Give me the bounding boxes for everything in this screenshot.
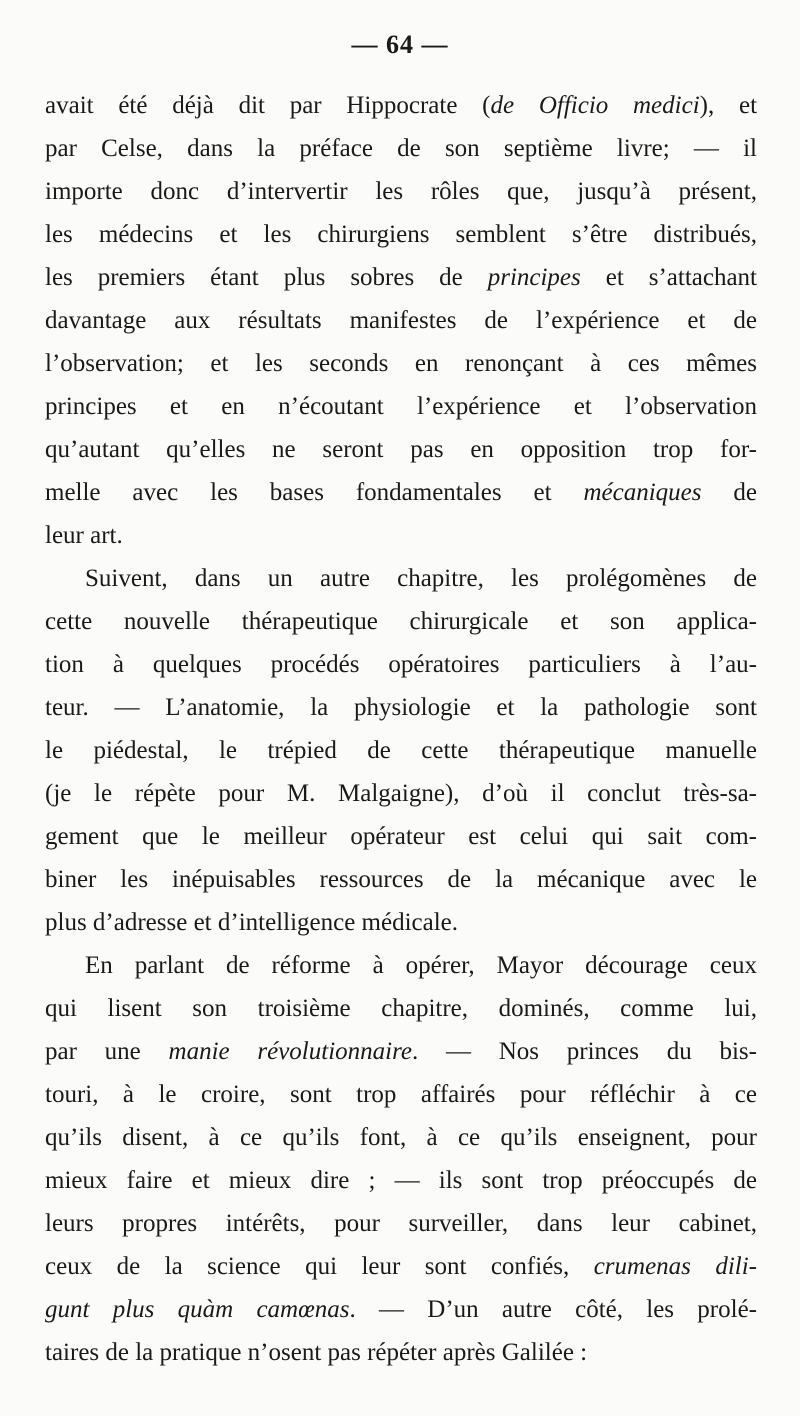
paragraph (45, 84, 757, 557)
text-line: les premiers étant plus sobres de principes et s’attachant (45, 264, 757, 291)
text-line: touri, à le croire, sont trop affairés pour réfléchir à ce (45, 1081, 757, 1108)
text-line: ceux de la science qui leur sont confiés, crumenas dili- (45, 1253, 757, 1280)
text-line: gement que le meilleur opérateur est celui qui sait com- (45, 823, 757, 850)
text-line: (je le répète pour M. Malgaigne), d’où il conclut très-sa- (45, 780, 757, 807)
text-line: avait été déjà dit par Hippocrate (de Officio medici), et (45, 92, 757, 119)
text-line: qu’autant qu’elles ne seront pas en opposition trop for- (45, 436, 757, 463)
text-line: par une manie révolutionnaire. — Nos princes du bis- (45, 1038, 757, 1065)
text-line: cette nouvelle thérapeutique chirurgicale et son applica- (45, 608, 757, 635)
text-line: leur art. (45, 522, 123, 549)
text-line: qui lisent son troisième chapitre, dominés, comme lui, (45, 995, 757, 1022)
text-line: mieux faire et mieux dire ; — ils sont trop préoccupés de (45, 1167, 757, 1194)
text-line: principes et en n’écoutant l’expérience et l’observation (45, 393, 757, 420)
text-line: l’observation; et les seconds en renonçant à ces mêmes (45, 350, 757, 377)
text-line: plus d’adresse et d’intelligence médicale. (45, 909, 459, 936)
paragraph (45, 557, 757, 944)
text-line: melle avec les bases fondamentales et mécaniques de (45, 479, 757, 506)
text-line: importe donc d’intervertir les rôles que, jusqu’à présent, (45, 178, 757, 205)
text-line: tion à quelques procédés opératoires particuliers à l’au- (45, 651, 757, 678)
text-line: teur. — L’anatomie, la physiologie et la pathologie sont (45, 694, 757, 721)
text-line: par Celse, dans la préface de son septième livre; — il (45, 135, 757, 162)
body-text (45, 84, 757, 1374)
text-line: gunt plus quàm camœnas. — D’un autre côté, les prolé- (45, 1296, 757, 1323)
text-line: Suivent, dans un autre chapitre, les prolégomènes de (85, 565, 757, 592)
paragraph (45, 944, 757, 1374)
text-line: taires de la pratique n’osent pas répéter après Galilée : (45, 1339, 588, 1366)
text-line: davantage aux résultats manifestes de l’expérience et de (45, 307, 757, 334)
text-line: qu’ils disent, à ce qu’ils font, à ce qu’ils enseignent, pour (45, 1124, 757, 1151)
text-line: le piédestal, le trépied de cette thérapeutique manuelle (45, 737, 757, 764)
page-number: — 64 — (351, 30, 449, 59)
text-line: biner les inépuisables ressources de la mécanique avec le (45, 866, 757, 893)
text-line: les médecins et les chirurgiens semblent s’être distribués, (45, 221, 757, 248)
text-line: En parlant de réforme à opérer, Mayor décourage ceux (85, 952, 757, 979)
text-line: leurs propres intérêts, pour surveiller, dans leur cabinet, (45, 1210, 757, 1237)
